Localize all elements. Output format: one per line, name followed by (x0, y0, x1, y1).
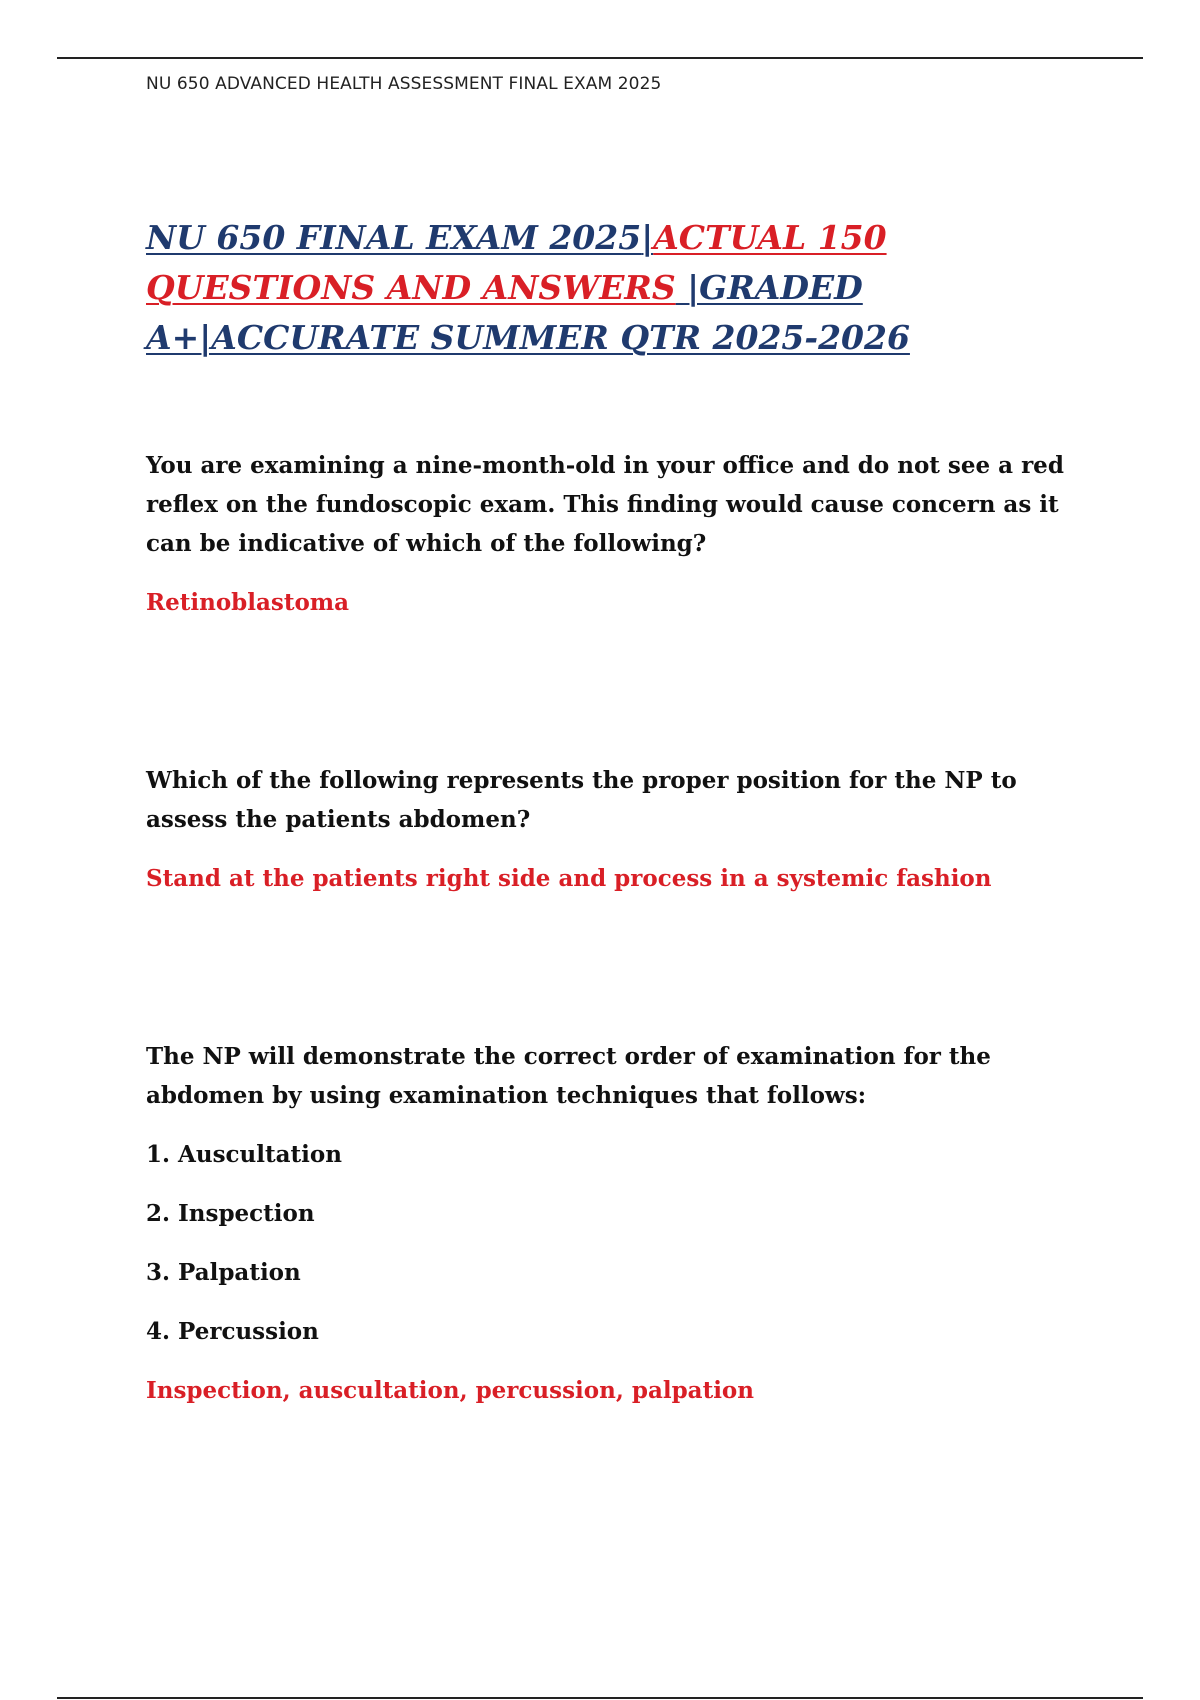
question-text: You are examining a nine-month-old in your office and do not see a red reflex on the fundoscopic exam. This finding would cause concern as it can be indicative of which of the following? (146, 452, 1064, 557)
document-title (146, 213, 1106, 363)
title-segment: NU 650 FINAL EXAM 2025 (146, 218, 642, 257)
answer-text: Inspection, auscultation, percussion, palpation (146, 1377, 754, 1404)
answer-text: Retinoblastoma (146, 589, 350, 616)
title-segment-highlight: ACTUAL 150 QUESTIONS AND ANSWERS (146, 218, 887, 307)
title-separator: | (641, 218, 654, 257)
qa-item (146, 761, 1096, 898)
answer-text: Stand at the patients right side and process in a systemic fashion (146, 865, 992, 892)
option-item: 1. Auscultation (146, 1141, 342, 1168)
qa-item (146, 1037, 1096, 1410)
title-segment: |GRADED A+|ACCURATE SUMMER QTR 2025-2026 (146, 268, 910, 357)
option-item: 2. Inspection (146, 1200, 315, 1227)
question-text: The NP will demonstrate the correct order of examination for the abdomen by using examination techniques that follows: (146, 1043, 991, 1109)
footer-rule (57, 1697, 1143, 1699)
running-header: NU 650 ADVANCED HEALTH ASSESSMENT FINAL EXAM 2025 (146, 74, 662, 94)
header-rule (57, 57, 1143, 59)
qa-item (146, 446, 1096, 622)
question-text: Which of the following represents the proper position for the NP to assess the patients abdomen? (146, 767, 1017, 833)
option-item: 4. Percussion (146, 1318, 319, 1345)
option-item: 3. Palpation (146, 1259, 301, 1286)
